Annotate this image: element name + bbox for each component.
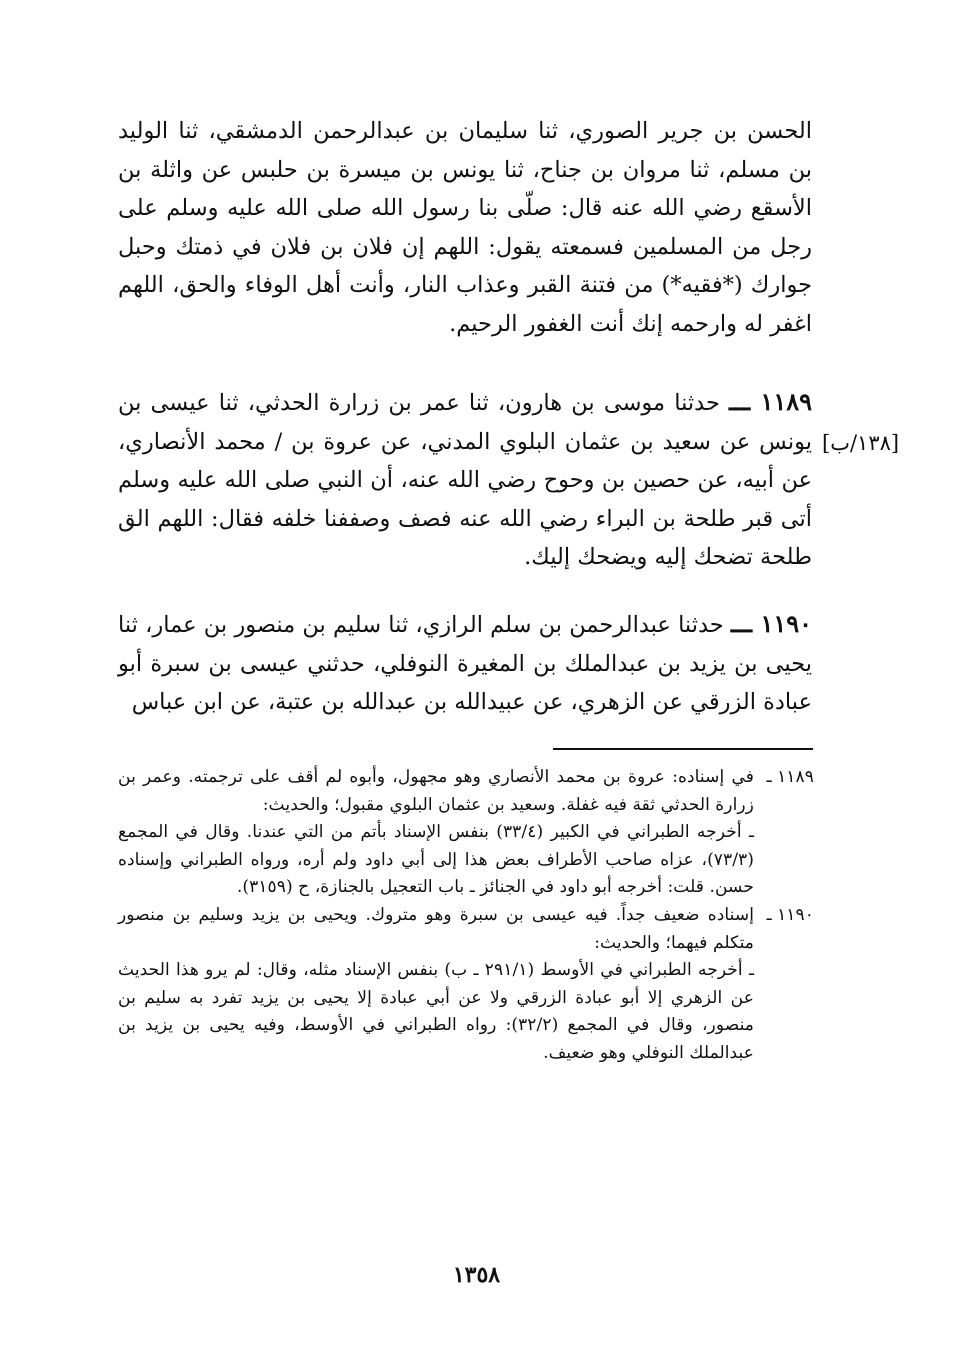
- hadith-1189-text: حدثنا موسى بن هارون، ثنا عمر بن زرارة الحدثي، ثنا عيسى بن يونس عن سعيد بن عثمان البلوي المدني، عن عروة بن / محمد الأنصاري، عن أبيه، عن حصين بن وحوح رضي الله عنه، أن النبي صلى الله عليه وسلم أتى قبر طلحة بن البراء رضي الله عنه فصف وصففنا خلفه فقال: اللهم الق طلحة تضحك إليه ويضحك إليك.: [118, 390, 812, 571]
- hadith-1190-text: حدثنا عبدالرحمن بن سلم الرازي، ثنا سليم بن منصور بن عمار، ثنا يحيى بن يزيد بن عبدالملك بن المغيرة النوفلي، حدثني عيسى بن سبرة أبو عبادة الزرقي عن الزهري، عن عبيدالله بن عبدالله بن عتبة، عن ابن عباس: [118, 612, 812, 716]
- footnote-1189-line: ـ أخرجه الطبراني في الكبير (٣٣/٤) بنفس الإسناد بأتم من التي عندنا. وقال في المجمع (٧٣/٣)، عزاه صاحب الأطراف بعض هذا إلى أبي داود ولم أره، ورواه الطبراني وإسناده حسن. قلت: أخرجه أبو داود في الجنائز ـ باب التعجيل بالجنازة، ح (٣١٥٩).: [118, 822, 754, 898]
- page-number: ١٣٥٨: [452, 1262, 501, 1288]
- footnote-separator: [553, 748, 813, 750]
- hadith-1190-number: ١١٩٠ ـــ: [730, 609, 812, 638]
- footnote-1190-line: إسناده ضعيف جداً. فيه عيسى بن سبرة وهو متروك. ويحيى بن يزيد وسليم بن منصور متكلم فيهما؛ والحديث:: [118, 904, 754, 953]
- hadith-1189-number: ١١٨٩ ـــ: [729, 387, 813, 416]
- footnote-1189-number: ١١٨٩ ـ: [766, 767, 814, 787]
- hadith-1189: [118, 383, 812, 577]
- footnote-1189: [118, 764, 814, 902]
- margin-manuscript-reference: [١٣٨/ب]: [822, 431, 900, 455]
- footnote-1189-line: في إسناده: عروة بن محمد الأنصاري وهو مجهول، وأبوه لم أقف على ترجمته. وعمر بن زرارة الحدثي ثقة فيه غفلة. وسعيد بن عثمان البلوي مقبول؛ والحديث:: [118, 767, 754, 815]
- footnote-1190-line: ـ أخرجه الطبراني في الأوسط (٢٩١/١ ـ ب) بنفس الإسناد مثله، وقال: لم يرو هذا الحديث عن الزهري إلا أبو عبادة الزرقي ولا عن أبي عبادة إلا يحيى بن يزيد تفرد به سليم بن منصور، وقال في المجمع (٣٢/٢): رواه الطبراني في الأوسط، وفيه يحيى بن يزيد بن عبدالملك النوفلي وهو ضعيف.: [118, 960, 754, 1063]
- footnote-1190: [118, 902, 814, 1068]
- hadith-1190: [118, 605, 812, 722]
- footnotes: [118, 764, 814, 1068]
- top-paragraph: الحسن بن جرير الصوري، ثنا سليمان بن عبدالرحمن الدمشقي، ثنا الوليد بن مسلم، ثنا مروان بن جناح، ثنا يونس بن ميسرة بن حلبس عن واثلة بن الأسقع رضي الله عنه قال: صلّى بنا رسول الله صلى الله عليه وسلم على رجل من المسلمين فسمعته يقول: اللهم إن فلان بن فلان في ذمتك وحبل جوارك (*فقيه*) من فتنة القبر وعذاب النار، وأنت أهل الوفاء والحق، اللهم اغفر له وارحمه إنك أنت الغفور الرحيم.: [118, 118, 812, 337]
- footnote-1190-number: ١١٩٠ ـ: [766, 904, 814, 925]
